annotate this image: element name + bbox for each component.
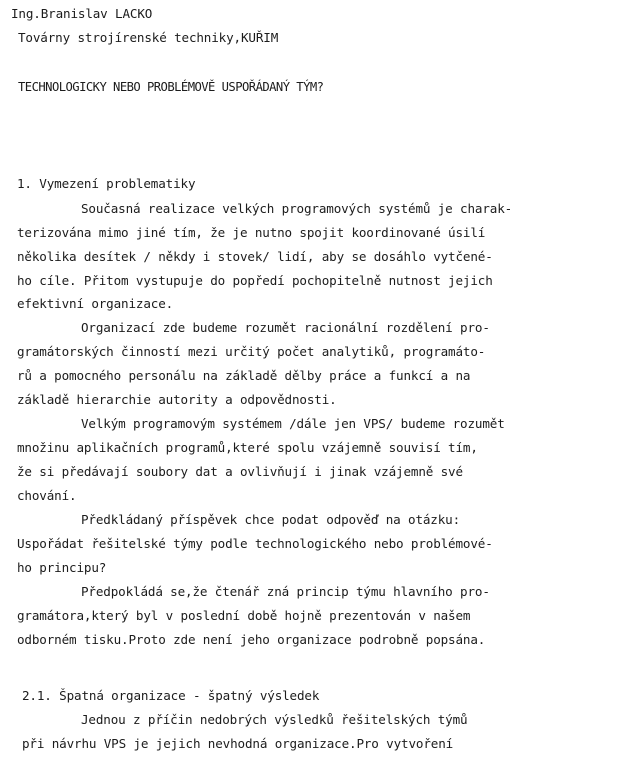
- section-1-line: Velkým programovým systémem /dále jen VPS/ budeme rozumět: [81, 416, 505, 431]
- section-1-line: rů a pomocného personálu na základě dělby práce a funkcí a na: [17, 368, 471, 383]
- section-1-line: ho cíle. Přitom vystupuje do popředí pochopitelně nutnost jejich: [17, 273, 493, 288]
- section-1-line: chování.: [17, 488, 77, 503]
- section-1-line: gramátora,který byl v poslední době hojně prezentován v našem: [17, 608, 471, 623]
- section-1-line: gramátorských činností mezi určitý počet analytiků, programáto-: [17, 344, 486, 359]
- section-1-line: množinu aplikačních programů,které spolu vzájemně souvisí tím,: [17, 440, 478, 455]
- section-1-line: odborném tisku.Proto zde není jeho organizace podrobně popsána.: [17, 632, 486, 647]
- section-2-1-line: při návrhu VPS je jejich nevhodná organizace.Pro vytvoření: [22, 736, 454, 751]
- author-affiliation: Továrny strojírenské techniky,KUŘIM: [18, 30, 279, 45]
- section-1-line: Předkládaný příspěvek chce podat odpověď na otázku:: [81, 512, 461, 527]
- section-1-line: Předpokládá se,že čtenář zná princip týmu hlavního pro-: [81, 584, 490, 599]
- author-name: Ing.Branislav LACKO: [11, 6, 153, 21]
- section-1-heading: 1. Vymezení problematiky: [17, 176, 196, 191]
- section-1-line: že si předávají soubory dat a ovlivňují i jinak vzájemně své: [17, 464, 463, 479]
- section-2-1-line: Jednou z příčin nedobrých výsledků řešitelských týmů: [81, 712, 468, 727]
- section-1-line: ho principu?: [17, 560, 107, 575]
- section-1-line: základě hierarchie autority a odpovědnosti.: [17, 392, 337, 407]
- section-1-line: terizována mimo jiné tím, že je nutno spojit koordinované úsilí: [17, 225, 486, 240]
- section-1-line: efektivní organizace.: [17, 296, 174, 311]
- section-1-line: Současná realizace velkých programových systémů je charak-: [81, 201, 513, 216]
- document-title: TECHNOLOGICKY NEBO PROBLÉMOVĚ USPOŘÁDANÝ TÝM?: [18, 80, 324, 94]
- section-1-line: několika desítek / někdy i stovek/ lidí, aby se dosáhlo vytčené-: [17, 249, 493, 264]
- section-1-line: Organizací zde budeme rozumět racionální rozdělení pro-: [81, 320, 490, 335]
- section-1-line: Uspořádat řešitelské týmy podle technologického nebo problémové-: [17, 536, 493, 551]
- section-2-1-heading: 2.1. Špatná organizace - špatný výsledek: [22, 688, 320, 703]
